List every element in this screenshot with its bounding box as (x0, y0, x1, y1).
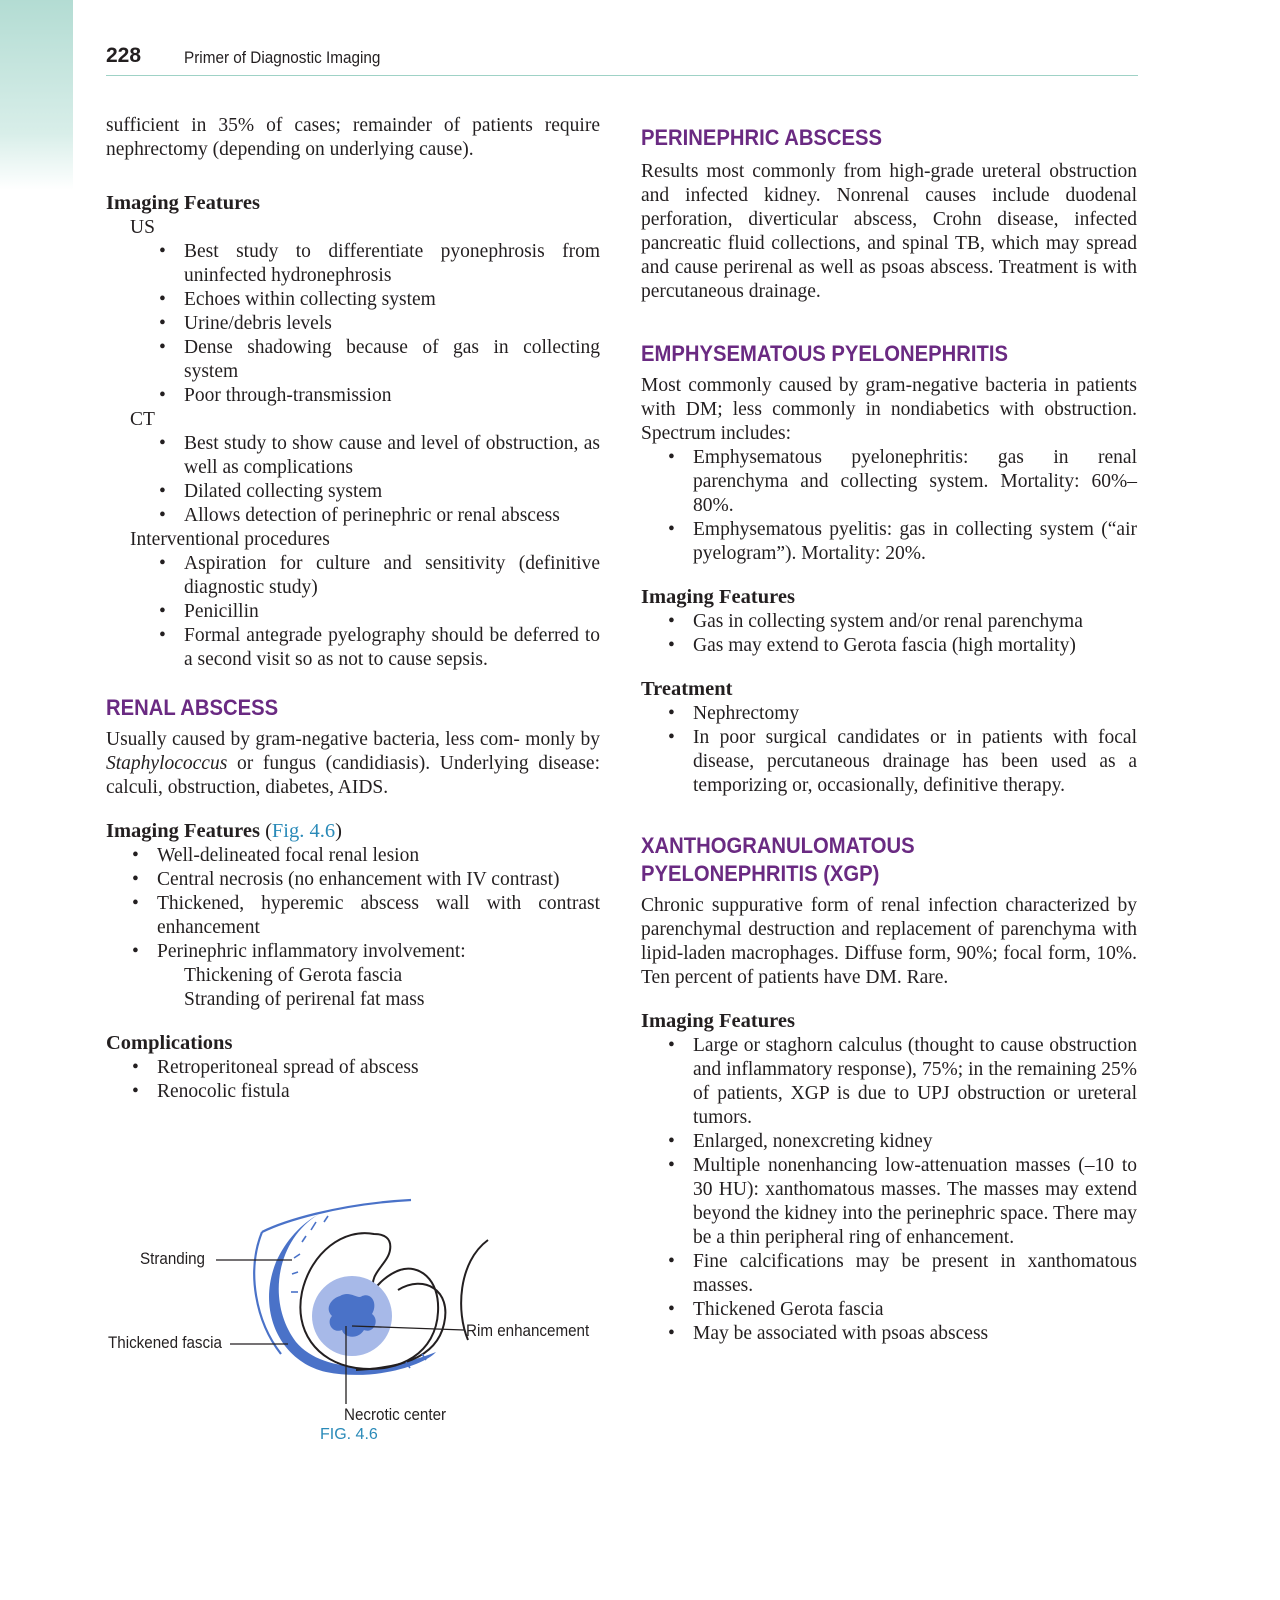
header-rule (106, 75, 1138, 76)
page-number: 228 (106, 44, 142, 67)
interventional-list (106, 552, 600, 672)
list-item: • Poor through-transmission (106, 384, 600, 408)
list-item: • Emphysematous pyelitis: gas in collecting system (“air pyelogram”). Mortality: 20%. (641, 518, 1137, 566)
xgp-heading-line-1: XANTHOGRANULOMATOUS (641, 833, 915, 858)
list-item: • In poor surgical candidates or in patients with focal disease, percutaneous drainage has been used as a temporizing or, occasionally, definitive therapy. (641, 726, 1137, 798)
xgp-heading-line-2: PYELONEPHRITIS (XGP) (641, 861, 880, 886)
ra-imaging-list (106, 844, 600, 964)
list-item: • Formal antegrade pyelography should be deferred to a second visit so as not to cause sepsis. (106, 624, 600, 672)
perinephric-abscess-heading: PERINEPHRIC ABSCESS (641, 125, 883, 150)
ct-list (106, 432, 600, 528)
list-item: • Gas may extend to Gerota fascia (high mortality) (641, 634, 1137, 658)
list-item: • Large or staghorn calculus (thought to cause obstruction and inflammatory response), 75%; in the remaining 25% of patients, XGP is due to UPJ obstruction or ureteral tumors. (641, 1034, 1137, 1130)
xgp-imaging-heading: Imaging Features (641, 1010, 795, 1032)
list-item: • Penicillin (106, 600, 600, 624)
list-item: • Nephrectomy (641, 702, 1137, 726)
ra-imaging-heading-text: Imaging Features (106, 820, 260, 842)
list-item: • Central necrosis (no enhancement with IV contrast) (106, 868, 600, 892)
treatment-heading: Treatment (641, 678, 733, 700)
fig-4-6-link[interactable]: Fig. 4.6 (271, 820, 336, 842)
figure-caption: FIG. 4.6 (320, 1426, 378, 1443)
renal-abscess-diagram (106, 1192, 606, 1422)
ep-imaging-list (641, 610, 1137, 658)
xgp-imaging-list (641, 1034, 1137, 1346)
list-item: • Fine calcifications may be present in xanthomatous masses. (641, 1250, 1137, 1298)
renal-abscess-text-3: or fungus (candidiasis). Underlying disease: calculi, obstruction, diabetes, AIDS. (106, 753, 600, 798)
sub-item: Thickening of Gerota fascia (184, 965, 403, 986)
ct-label: CT (130, 409, 155, 430)
list-item: • Multiple nonenhancing low-attenuation masses (–10 to 30 HU): xanthomatous masses. The masses may extend beyond the kidney into the perinephric space. There may be a thin peripheral ring of enhancement. (641, 1154, 1137, 1250)
sub-item: Stranding of perirenal fat mass (184, 989, 425, 1010)
list-item: • Thickened Gerota fascia (641, 1298, 1137, 1322)
ra-imaging-paren-open: ( (259, 820, 272, 842)
renal-abscess-text-2: monly by (525, 729, 600, 750)
complications-heading: Complications (106, 1032, 233, 1054)
list-item: • Best study to differentiate pyonephrosis from uninfected hydronephrosis (106, 240, 600, 288)
imaging-features-heading: Imaging Features (106, 192, 260, 214)
right-column (641, 124, 1137, 1346)
left-column (106, 114, 600, 1104)
xgp-paragraph: Chronic suppurative form of renal infection characterized by parenchymal destruction and replacement of parenchyma with lipid-laden macrophages. Diffuse form, 90%; focal form, 10%. Ten percent of patients have DM. Rare. (641, 895, 1137, 988)
label-thickened-fascia: Thickened fascia (108, 1334, 222, 1352)
renal-abscess-paragraph (106, 728, 600, 800)
label-stranding: Stranding (140, 1250, 205, 1268)
list-item: • Perinephric inflammatory involvement: (106, 940, 600, 964)
list-item: • Enlarged, nonexcreting kidney (641, 1130, 1137, 1154)
corner-color-tab (0, 0, 73, 190)
list-item: • May be associated with psoas abscess (641, 1322, 1137, 1346)
running-title: Primer of Diagnostic Imaging (184, 48, 381, 67)
list-item: • Allows detection of perinephric or renal abscess (106, 504, 600, 528)
list-item: • Urine/debris levels (106, 312, 600, 336)
complications-list (106, 1056, 600, 1104)
fascia-outer-line (262, 1200, 411, 1232)
list-item: • Gas in collecting system and/or renal parenchyma (641, 610, 1137, 634)
ra-imaging-paren-close: ) (335, 820, 342, 842)
label-necrotic-center: Necrotic center (344, 1406, 447, 1424)
list-item: • Well-delineated focal renal lesion (106, 844, 600, 868)
perinephric-paragraph: Results most commonly from high-grade ureteral obstruction and infected kidney. Nonrenal causes include duodenal perforation, diverticular abscess, Crohn disease, infected pancreatic fluid collections, and spinal TB, which may spread and cause perirenal as well as psoas abscess. Treatment is with percutaneous drainage. (641, 161, 1137, 302)
us-label: US (130, 217, 155, 238)
list-item: • Dense shadowing because of gas in collecting system (106, 336, 600, 384)
figure-4-6 (106, 1192, 606, 1462)
us-list (106, 240, 600, 408)
intro-paragraph: sufficient in 35% of cases; remainder of patients require nephrectomy (depending on underlying cause). (106, 115, 600, 160)
list-item: • Emphysematous pyelonephritis: gas in renal parenchyma and collecting system. Mortality: 60%–80%. (641, 446, 1137, 518)
renal-abscess-text-1: Usually caused by gram-negative bacteria, less com- (106, 729, 520, 750)
list-item: • Renocolic fistula (106, 1080, 600, 1104)
list-item: • Dilated collecting system (106, 480, 600, 504)
emphysematous-paragraph: Most commonly caused by gram-negative bacteria in patients with DM; less commonly in nondiabetics with obstruction. Spectrum includes: (641, 375, 1137, 444)
list-item: • Aspiration for culture and sensitivity (definitive diagnostic study) (106, 552, 600, 600)
list-item: • Best study to show cause and level of obstruction, as well as complications (106, 432, 600, 480)
staphylococcus-term: Staphylococcus (106, 753, 228, 774)
page-header (106, 44, 1138, 76)
interventional-label: Interventional procedures (130, 529, 330, 550)
list-item: • Retroperitoneal spread of abscess (106, 1056, 600, 1080)
necrotic-center (329, 1294, 376, 1337)
treatment-list (641, 702, 1137, 798)
list-item: • Thickened, hyperemic abscess wall with contrast enhancement (106, 892, 600, 940)
list-item: • Echoes within collecting system (106, 288, 600, 312)
emphysematous-heading: EMPHYSEMATOUS PYELONEPHRITIS (641, 341, 1009, 366)
ra-imaging-features-heading (106, 818, 600, 844)
ep-imaging-heading: Imaging Features (641, 586, 795, 608)
label-rim-enhancement: Rim enhancement (466, 1322, 590, 1340)
emphysematous-list (641, 446, 1137, 566)
renal-abscess-heading: RENAL ABSCESS (106, 695, 279, 720)
